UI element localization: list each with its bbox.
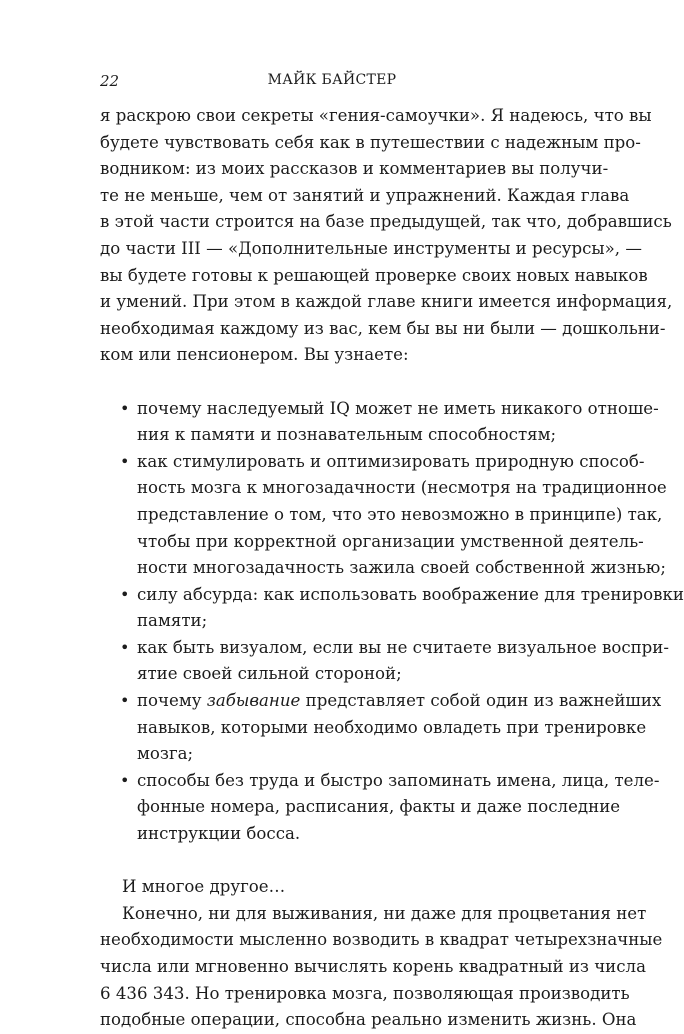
text-line: навыков, которыми необходимо овладеть при тренировке: [137, 717, 647, 737]
text-line: до части III — «Дополнительные инструменты и ресурсы», —: [100, 238, 642, 258]
text-line: ность мозга к многозадачности (несмотря на традиционное: [137, 478, 667, 498]
bullet-icon: •: [120, 637, 130, 657]
text-line: инструкции босса.: [137, 824, 301, 844]
text-line: чтобы при корректной организации умственной деятель-: [137, 531, 644, 551]
list-item: [100, 688, 662, 768]
text-line: ния к памяти и познавательным способностям;: [137, 425, 557, 445]
after-list-line: И многое другое…: [122, 877, 286, 897]
text-line: подобные операции, способна реально изменить жизнь. Она: [100, 1010, 637, 1030]
paragraph-gap: [100, 369, 560, 396]
text-line: ности многозадачность зажила своей собственной жизнью;: [137, 558, 666, 578]
paragraph-gap: [100, 848, 560, 875]
bullet-icon: •: [120, 398, 130, 418]
text-line: необходимая каждому из вас, кем бы вы ни были — дошкольни-: [100, 318, 666, 338]
text-line: числа или мгновенно вычислять корень квадратный из числа: [100, 957, 646, 976]
text-line: я раскрою свои секреты «гения-самоучки». Я надеюсь, что вы: [100, 106, 652, 125]
text-run: представляет собой один из важнейших: [300, 691, 662, 711]
page-number: 22: [100, 72, 120, 90]
list-item: [100, 582, 684, 635]
text-line: ком или пенсионером. Вы узнаете:: [100, 345, 409, 365]
page-header: [0, 72, 664, 92]
text-line: фонные номера, расписания, факты и даже последние: [137, 797, 621, 817]
text-line: вы будете готовы к решающей проверке своих новых навыков: [100, 265, 648, 285]
bullet-icon: •: [120, 770, 130, 790]
text-line: силу абсурда: как использовать воображение для тренировки: [137, 584, 684, 604]
text-line: те не меньше, чем от занятий и упражнений. Каждая глава: [100, 185, 630, 205]
running-head-author: МАЙК БАЙСТЕР: [267, 72, 397, 88]
text-line: представление о том, что это невозможно в принципе) так,: [137, 504, 663, 524]
emphasized-word: забывание: [206, 691, 301, 711]
intro-paragraph: [100, 103, 673, 369]
text-line: будете чувствовать себя как в путешествии с надежным про-: [100, 132, 641, 152]
list-item: [100, 768, 660, 848]
list-item: [100, 449, 667, 582]
text-line: как быть визуалом, если вы не считаете визуальное воспри-: [137, 637, 669, 657]
bullet-list: [100, 396, 684, 848]
text-line: способы без труда и быстро запоминать имена, лица, теле-: [137, 770, 660, 790]
text-line: в этой части строится на базе предыдущей, так что, добравшись: [100, 212, 672, 232]
text-line: и умений. При этом в каждой главе книги имеется информация,: [100, 292, 673, 312]
text-line: водником: из моих рассказов и комментариев вы получи-: [100, 159, 609, 179]
closing-paragraph: [100, 901, 663, 1034]
text-line: [137, 688, 662, 715]
text-line: мозга;: [137, 744, 194, 764]
text-line: ятие своей сильной стороной;: [137, 664, 402, 684]
text-line: памяти;: [137, 611, 208, 631]
list-item: [100, 396, 659, 449]
text-line: 6 436 343. Но тренировка мозга, позволяющая производить: [100, 983, 630, 1003]
text-line: как стимулировать и оптимизировать природную способ-: [137, 451, 645, 471]
text-line: почему наследуемый IQ может не иметь никакого отноше-: [137, 398, 659, 418]
body-text: [100, 103, 684, 1034]
text-line: Конечно, ни для выживания, ни даже для процветания нет: [122, 903, 647, 923]
list-item: [100, 635, 669, 688]
text-run: почему: [137, 691, 207, 711]
bullet-icon: •: [120, 691, 130, 711]
bullet-icon: •: [120, 584, 130, 604]
text-line: необходимости мысленно возводить в квадрат четырехзначные: [100, 930, 663, 950]
bullet-icon: •: [120, 451, 130, 471]
